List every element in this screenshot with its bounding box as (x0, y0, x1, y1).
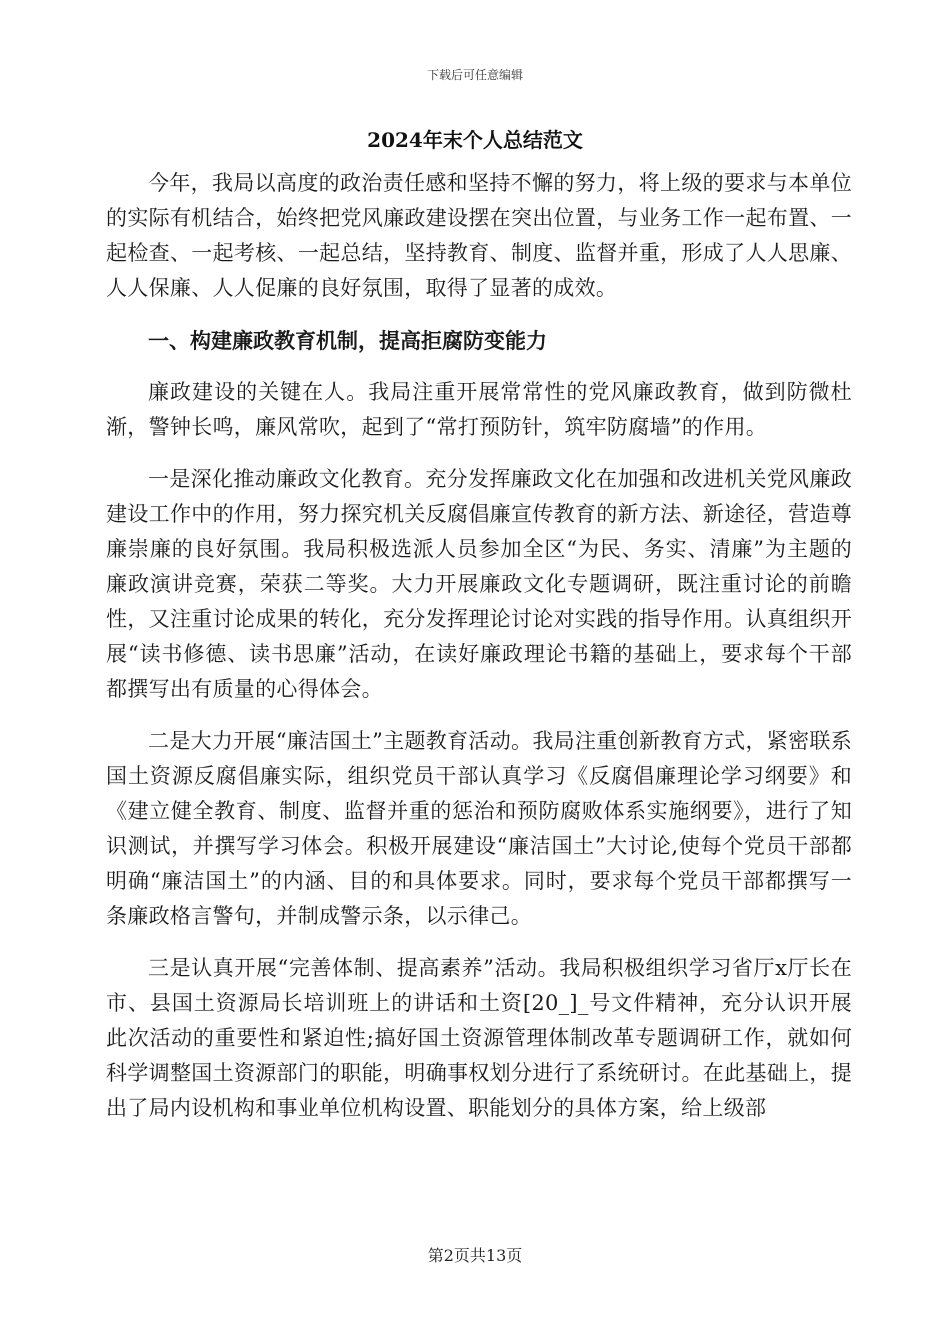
page-footer: 第2页共13页 (427, 1246, 523, 1265)
intro-paragraph: 今年，我局以高度的政治责任感和坚持不懈的努力，将上级的要求与本单位的实际有机结合，始终把党风廉政建设摆在突出位置，与业务工作一起布置、一起检查、一起考核、一起总结，坚持教育、制度、监督并重，形成了人人思廉、人人保廉、人人促廉的良好氛围，取得了显著的成效。 (106, 171, 852, 300)
header-note: 下载后可任意编辑 (426, 68, 523, 82)
paragraph-1: 廉政建设的关键在人。我局注重开展常常性的党风廉政教育，做到防微杜渐，警钟长鸣，廉风常吹，起到了“常打预防针，筑牢防腐墙”的作用。 (106, 380, 852, 439)
document-body (106, 166, 852, 1143)
document-title: 2024年末个人总结范文 (367, 128, 583, 152)
paragraph-3: 二是大力开展“廉洁国土”主题教育活动。我局注重创新教育方式，紧密联系国土资源反腐倡廉实际，组织党员干部认真学习《反腐倡廉理论学习纲要》和《建立健全教育、制度、监督并重的惩治和预防腐败体系实施纲要》，进行了知识测试，并撰写学习体会。积极开展建设“廉洁国土”大讨论,使每个党员干部都明确“廉洁国土”的内涵、目的和具体要求。同时，要求每个党员干部都撰写一条廉政格言警句，并制成警示条，以示律己。 (106, 729, 852, 928)
paragraph-2: 一是深化推动廉政文化教育。充分发挥廉政文化在加强和改进机关党风廉政建设工作中的作用，努力探究机关反腐倡廉宣传教育的新方法、新途径，营造尊廉崇廉的良好氛围。我局积极选派人员参加全区“为民、务实、清廉”为主题的廉政演讲竞赛，荣获二等奖。大力开展廉政文化专题调研，既注重讨论的前瞻性，又注重讨论成果的转化，充分发挥理论讨论对实践的指导作用。认真组织开展“读书修德、读书思廉”活动，在读好廉政理论书籍的基础上，要求每个干部都撰写出有质量的心得体会。 (106, 467, 852, 701)
paragraph-4: 三是认真开展“完善体制、提高素养”活动。我局积极组织学习省厅x厅长在市、县国土资源局长培训班上的讲话和土资[20_]_号文件精神，充分认识开展此次活动的重要性和紧迫性;搞好国土资源管理体制改革专题调研工作，就如何科学调整国土资源部门的职能，明确事权划分进行了系统研讨。在此基础上，提出了局内设机构和事业单位机构设置、职能划分的具体方案，给上级部 (106, 956, 852, 1120)
section-heading: 一、构建廉政教育机制，提高拒腐防变能力 (148, 328, 547, 353)
